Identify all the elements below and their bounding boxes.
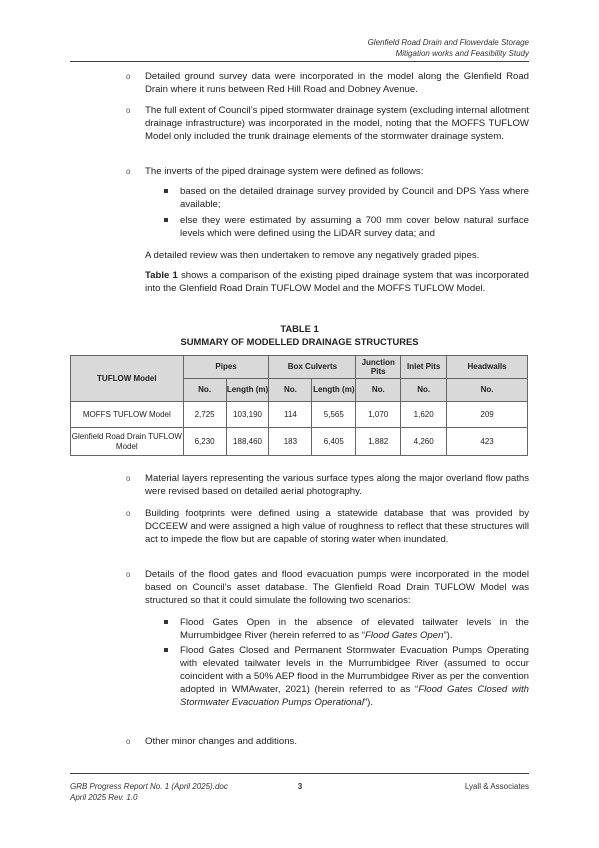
list-item [145, 568, 529, 607]
col-header-inlet-no: No. [401, 379, 447, 402]
table-intro-paragraph [145, 269, 529, 295]
drainage-structures-table [70, 355, 528, 456]
scenario-text: Flood Gates Closed and Permanent Stormwater Evacuation Pumps Operating with elevated tailwater levels in the Murrumbidgee River (assumed to occur coincident with a 50% AEP flood in the Murrumbidgee River as per the convention adopted in WMAwater, 2021) (herein referred to as “ [180, 645, 529, 695]
running-header [368, 37, 529, 59]
list-item [145, 165, 529, 178]
cell-inlet-pits: 4,260 [401, 428, 447, 456]
list-item-text: Detailed ground survey data were incorporated in the model along the Glenfield Road Drain where it runs between Red Hill Road and Dobney Avenue. [145, 71, 529, 95]
cell-inlet-pits: 1,620 [401, 402, 447, 428]
cell-box-length: 5,565 [312, 402, 356, 428]
list-item [145, 472, 529, 498]
list-item-text: Material layers representing the various surface types along the major overland flow paths were revised based on detailed aerial photography. [145, 473, 529, 497]
col-header-junction-no: No. [356, 379, 401, 402]
scenario-end: ”). [363, 697, 374, 708]
table-caption: SUMMARY OF MODELLED DRAINAGE STRUCTURES [180, 336, 419, 347]
col-header-inlet-pits: Inlet Pits [401, 356, 447, 379]
cell-headwalls: 209 [447, 402, 528, 428]
footer-rule [70, 773, 529, 774]
cell-pipes-length: 188,460 [226, 428, 269, 456]
cell-junction-pits: 1,882 [356, 428, 401, 456]
list-item [145, 104, 529, 143]
footer-company: Lyall & Associates [464, 782, 529, 791]
table-row [71, 402, 528, 428]
cell-pipes-no: 2,725 [183, 402, 226, 428]
cell-pipes-no: 6,230 [183, 428, 226, 456]
list-item-text: Other minor changes and additions. [145, 736, 297, 747]
cell-pipes-length: 103,190 [226, 402, 269, 428]
scenario-end: ”). [443, 630, 453, 641]
col-header-model: TUFLOW Model [71, 356, 184, 402]
cell-model: MOFFS TUFLOW Model [71, 402, 184, 428]
scenario-item [180, 616, 529, 642]
header-rule [70, 61, 529, 62]
footer-revision: April 2025 Rev. 1.0 [70, 793, 138, 802]
list-item-text: The full extent of Council’s piped stormwater drainage system (excluding internal allotment drainage infrastructure) was incorporated in the model, noting that the MOFFS TUFLOW Model only included the trunk drainage elements of the stormwater drainage system. [145, 105, 529, 142]
table-label: TABLE 1 [280, 323, 319, 334]
col-header-junction-pits: Junction Pits [356, 356, 401, 379]
cell-box-no: 183 [269, 428, 312, 456]
cell-box-length: 6,405 [312, 428, 356, 456]
col-header-pipes: Pipes [183, 356, 269, 379]
scenario-item [180, 644, 529, 709]
list-item [145, 507, 529, 546]
cell-model: Glenfield Road Drain TUFLOW Model [71, 428, 184, 456]
col-header-box-length: Length (m) [312, 379, 356, 402]
table-reference: Table 1 [145, 270, 178, 281]
list-item-text: The inverts of the piped drainage system were defined as follows: [145, 166, 424, 177]
table-row [71, 428, 528, 456]
scenario-name: Flood Gates Open [365, 630, 444, 641]
col-header-box-culverts: Box Culverts [269, 356, 356, 379]
header-line-2: Mitigation works and Feasibility Study [395, 49, 529, 58]
col-header-box-no: No. [269, 379, 312, 402]
col-header-pipes-no: No. [183, 379, 226, 402]
footer-doc-name: GRB Progress Report No. 1 (April 2025).doc [70, 782, 228, 791]
sub-list-item-text: based on the detailed drainage survey provided by Council and DPS Yass where available; [180, 186, 529, 210]
scenario-name: Flood Gates Closed with Stormwater Evacuation Pumps Operational [180, 684, 529, 708]
table-intro-text: shows a comparison of the existing piped drainage system that was incorporated into the Glenfield Road Drain TUFLOW Model and the MOFFS TUFLOW Model. [145, 270, 530, 294]
col-header-headwalls-no: No. [447, 379, 528, 402]
sub-list-item [180, 214, 529, 240]
col-header-pipes-length: Length (m) [226, 379, 269, 402]
list-item-text: Building footprints were defined using a statewide database that was provided by DCCEEW and were assigned a high value of roughness to reflect that these structures will act to impede the flow but are capable of storing water when inundated. [145, 508, 529, 545]
page-number: 3 [297, 782, 303, 791]
sub-list-item-text: else they were estimated by assuming a 700 mm cover below natural surface levels which were defined using the LiDAR survey data; and [180, 215, 529, 239]
header-line-1: Glenfield Road Drain and Flowerdale Storage [367, 38, 529, 47]
review-paragraph: A detailed review was then undertaken to remove any negatively graded pipes. [145, 250, 480, 261]
cell-box-no: 114 [269, 402, 312, 428]
cell-headwalls: 423 [447, 428, 528, 456]
sub-list-item [180, 185, 529, 211]
footer-doc-info [70, 781, 228, 803]
list-item-text: Details of the flood gates and flood evacuation pumps were incorporated in the model based on Council’s asset database. The Glenfield Road Drain TUFLOW Model was structured so that it could simulate the following two scenarios: [145, 569, 529, 606]
scenario-text: Flood Gates Open in the absence of elevated tailwater levels in the Murrumbidgee River (herein referred to as “ [180, 617, 529, 641]
list-item [145, 735, 529, 748]
col-header-headwalls: Headwalls [447, 356, 528, 379]
cell-junction-pits: 1,070 [356, 402, 401, 428]
list-item [145, 70, 529, 96]
